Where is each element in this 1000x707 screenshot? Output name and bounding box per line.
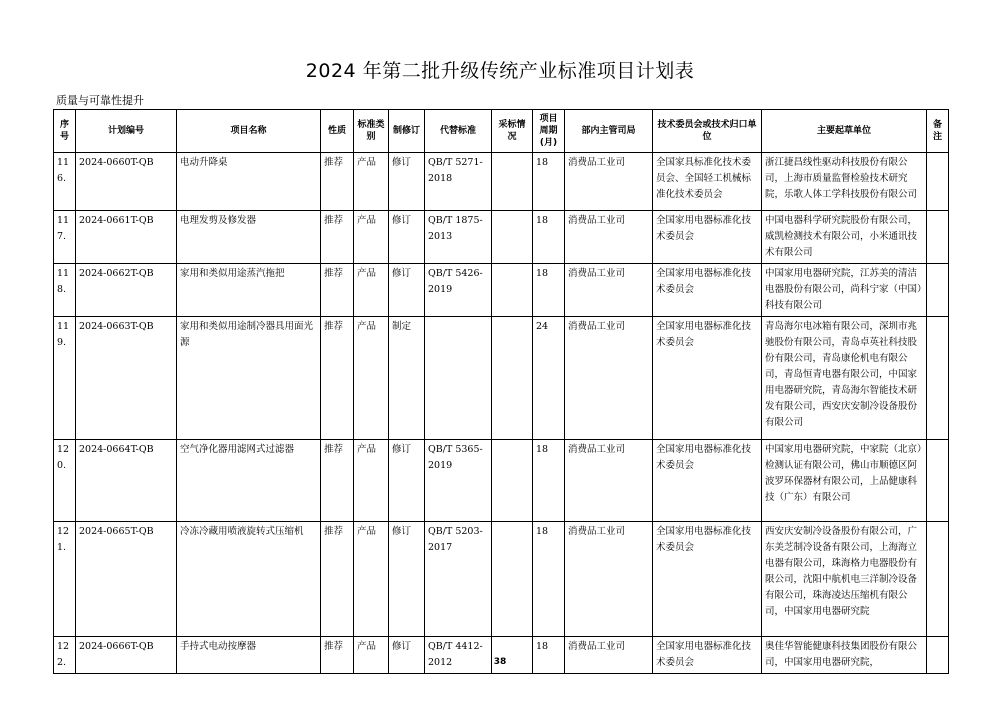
row-category: 产品	[354, 440, 389, 522]
row-adoption	[492, 211, 533, 264]
row-period: 18	[533, 153, 565, 211]
row-category: 产品	[354, 522, 389, 637]
row-department: 消费品工业司	[565, 317, 653, 440]
row-seq: 118.	[54, 264, 76, 317]
row-seq: 120.	[54, 440, 76, 522]
column-header: 主要起草单位	[762, 110, 927, 153]
row-nature: 推荐	[321, 440, 354, 522]
table-row	[54, 440, 949, 522]
row-period: 18	[533, 264, 565, 317]
row-drafters: 西安庆安制冷设备股份有限公司，广东美芝制冷设备有限公司，上海海立电器有限公司，珠海格力电器股份有限公司，沈阳中航机电三洋制冷设备有限公司，珠海凌达压缩机有限公司，中国家用电器研究院	[762, 522, 927, 637]
row-note	[927, 153, 949, 211]
row-committee: 全国家用电器标准化技术委员会	[653, 522, 762, 637]
column-header: 项目名称	[177, 110, 321, 153]
row-department: 消费品工业司	[565, 440, 653, 522]
row-committee: 全国家具标准化技术委员会、全国轻工机械标准化技术委员会	[653, 153, 762, 211]
row-drafters: 中国家用电器研究院，中家院（北京）检测认证有限公司，佛山市顺德区阿波罗环保器材有限公司，上品健康科技（广东）有限公司	[762, 440, 927, 522]
row-note	[927, 211, 949, 264]
row-replaced-standard: QB/T 5271-2018	[425, 153, 492, 211]
row-nature: 推荐	[321, 211, 354, 264]
table-row	[54, 637, 949, 674]
row-plan-code: 2024-0664T-QB	[76, 440, 177, 522]
row-note	[927, 440, 949, 522]
row-revise-type: 制定	[389, 317, 425, 440]
row-replaced-standard: QB/T 5426-2019	[425, 264, 492, 317]
row-drafters: 浙江捷昌线性驱动科技股份有限公司，上海市质量监督检验技术研究院，乐歌人体工学科技股份有限公司	[762, 153, 927, 211]
row-note	[927, 637, 949, 674]
row-nature: 推荐	[321, 153, 354, 211]
row-adoption	[492, 440, 533, 522]
row-category: 产品	[354, 264, 389, 317]
row-plan-code: 2024-0663T-QB	[76, 317, 177, 440]
table-header-row	[54, 110, 949, 153]
row-adoption	[492, 522, 533, 637]
row-drafters: 中国家用电器研究院，江苏美的清洁电器股份有限公司，尚科宁家（中国）科技有限公司	[762, 264, 927, 317]
row-revise-type: 修订	[389, 522, 425, 637]
row-adoption	[492, 317, 533, 440]
row-project-name: 冷冻冷藏用喷液旋转式压缩机	[177, 522, 321, 637]
row-adoption	[492, 153, 533, 211]
row-replaced-standard: QB/T 5365-2019	[425, 440, 492, 522]
row-committee: 全国家用电器标准化技术委员会	[653, 264, 762, 317]
row-category: 产品	[354, 637, 389, 674]
row-plan-code: 2024-0665T-QB	[76, 522, 177, 637]
row-drafters: 中国电器科学研究院股份有限公司，威凯检测技术有限公司，小米通讯技术有限公司	[762, 211, 927, 264]
section-label: 质量与可靠性提升	[56, 94, 144, 107]
row-project-name: 家用和类似用途制冷器具用面光源	[177, 317, 321, 440]
row-replaced-standard: QB/T 4412-2012	[425, 637, 492, 674]
row-department: 消费品工业司	[565, 264, 653, 317]
column-header: 制修订	[389, 110, 425, 153]
table-row	[54, 317, 949, 440]
row-drafters: 青岛海尔电冰箱有限公司，深圳市兆驰股份有限公司，青岛卓英社科技股份有限公司，青岛康伦机电有限公司，青岛恒青电器有限公司，中国家用电器研究院，青岛海尔智能技术研发有限公司，西安庆安制冷设备股份有限公司	[762, 317, 927, 440]
column-header: 备注	[927, 110, 949, 153]
row-period: 24	[533, 317, 565, 440]
row-project-name: 电动升降桌	[177, 153, 321, 211]
row-replaced-standard: QB/T 1875-2013	[425, 211, 492, 264]
row-committee: 全国家用电器标准化技术委员会	[653, 317, 762, 440]
row-note	[927, 317, 949, 440]
row-note	[927, 522, 949, 637]
row-committee: 全国家用电器标准化技术委员会	[653, 440, 762, 522]
column-header: 技术委员会或技术归口单位	[653, 110, 762, 153]
row-adoption	[492, 637, 533, 674]
row-seq: 119.	[54, 317, 76, 440]
row-department: 消费品工业司	[565, 153, 653, 211]
row-period: 18	[533, 637, 565, 674]
row-revise-type: 修订	[389, 264, 425, 317]
row-department: 消费品工业司	[565, 522, 653, 637]
row-project-name: 手持式电动按摩器	[177, 637, 321, 674]
standards-table	[53, 109, 949, 674]
table-row	[54, 211, 949, 264]
table-row	[54, 153, 949, 211]
row-department: 消费品工业司	[565, 211, 653, 264]
column-header: 部内主管司局	[565, 110, 653, 153]
row-revise-type: 修订	[389, 211, 425, 264]
row-nature: 推荐	[321, 317, 354, 440]
row-plan-code: 2024-0661T-QB	[76, 211, 177, 264]
row-plan-code: 2024-0662T-QB	[76, 264, 177, 317]
row-category: 产品	[354, 153, 389, 211]
row-nature: 推荐	[321, 522, 354, 637]
row-replaced-standard: QB/T 5203-2017	[425, 522, 492, 637]
row-seq: 121.	[54, 522, 76, 637]
row-category: 产品	[354, 317, 389, 440]
row-revise-type: 修订	[389, 637, 425, 674]
row-seq: 116.	[54, 153, 76, 211]
row-category: 产品	[354, 211, 389, 264]
page-title: 2024 年第二批升级传统产业标准项目计划表	[305, 60, 695, 82]
row-period: 18	[533, 211, 565, 264]
row-replaced-standard	[425, 317, 492, 440]
row-note	[927, 264, 949, 317]
row-project-name: 电理发剪及修发器	[177, 211, 321, 264]
row-seq: 117.	[54, 211, 76, 264]
column-header: 计划编号	[76, 110, 177, 153]
row-committee: 全国家用电器标准化技术委员会	[653, 637, 762, 674]
row-department: 消费品工业司	[565, 637, 653, 674]
column-header: 采标情况	[492, 110, 533, 153]
table-row	[54, 522, 949, 637]
row-project-name: 家用和类似用途蒸汽拖把	[177, 264, 321, 317]
row-period: 18	[533, 522, 565, 637]
row-adoption	[492, 264, 533, 317]
row-nature: 推荐	[321, 637, 354, 674]
row-seq: 122.	[54, 637, 76, 674]
table-row	[54, 264, 949, 317]
row-plan-code: 2024-0666T-QB	[76, 637, 177, 674]
column-header: 代替标准	[425, 110, 492, 153]
row-drafters: 奥佳华智能健康科技集团股份有限公司，中国家用电器研究院，	[762, 637, 927, 674]
row-project-name: 空气净化器用滤网式过滤器	[177, 440, 321, 522]
column-header: 项目周期(月)	[533, 110, 565, 153]
row-nature: 推荐	[321, 264, 354, 317]
column-header: 序号	[54, 110, 76, 153]
row-period: 18	[533, 440, 565, 522]
row-revise-type: 修订	[389, 153, 425, 211]
column-header: 性质	[321, 110, 354, 153]
page-number: 38	[493, 657, 507, 667]
row-committee: 全国家用电器标准化技术委员会	[653, 211, 762, 264]
row-plan-code: 2024-0660T-QB	[76, 153, 177, 211]
column-header: 标准类别	[354, 110, 389, 153]
row-revise-type: 修订	[389, 440, 425, 522]
